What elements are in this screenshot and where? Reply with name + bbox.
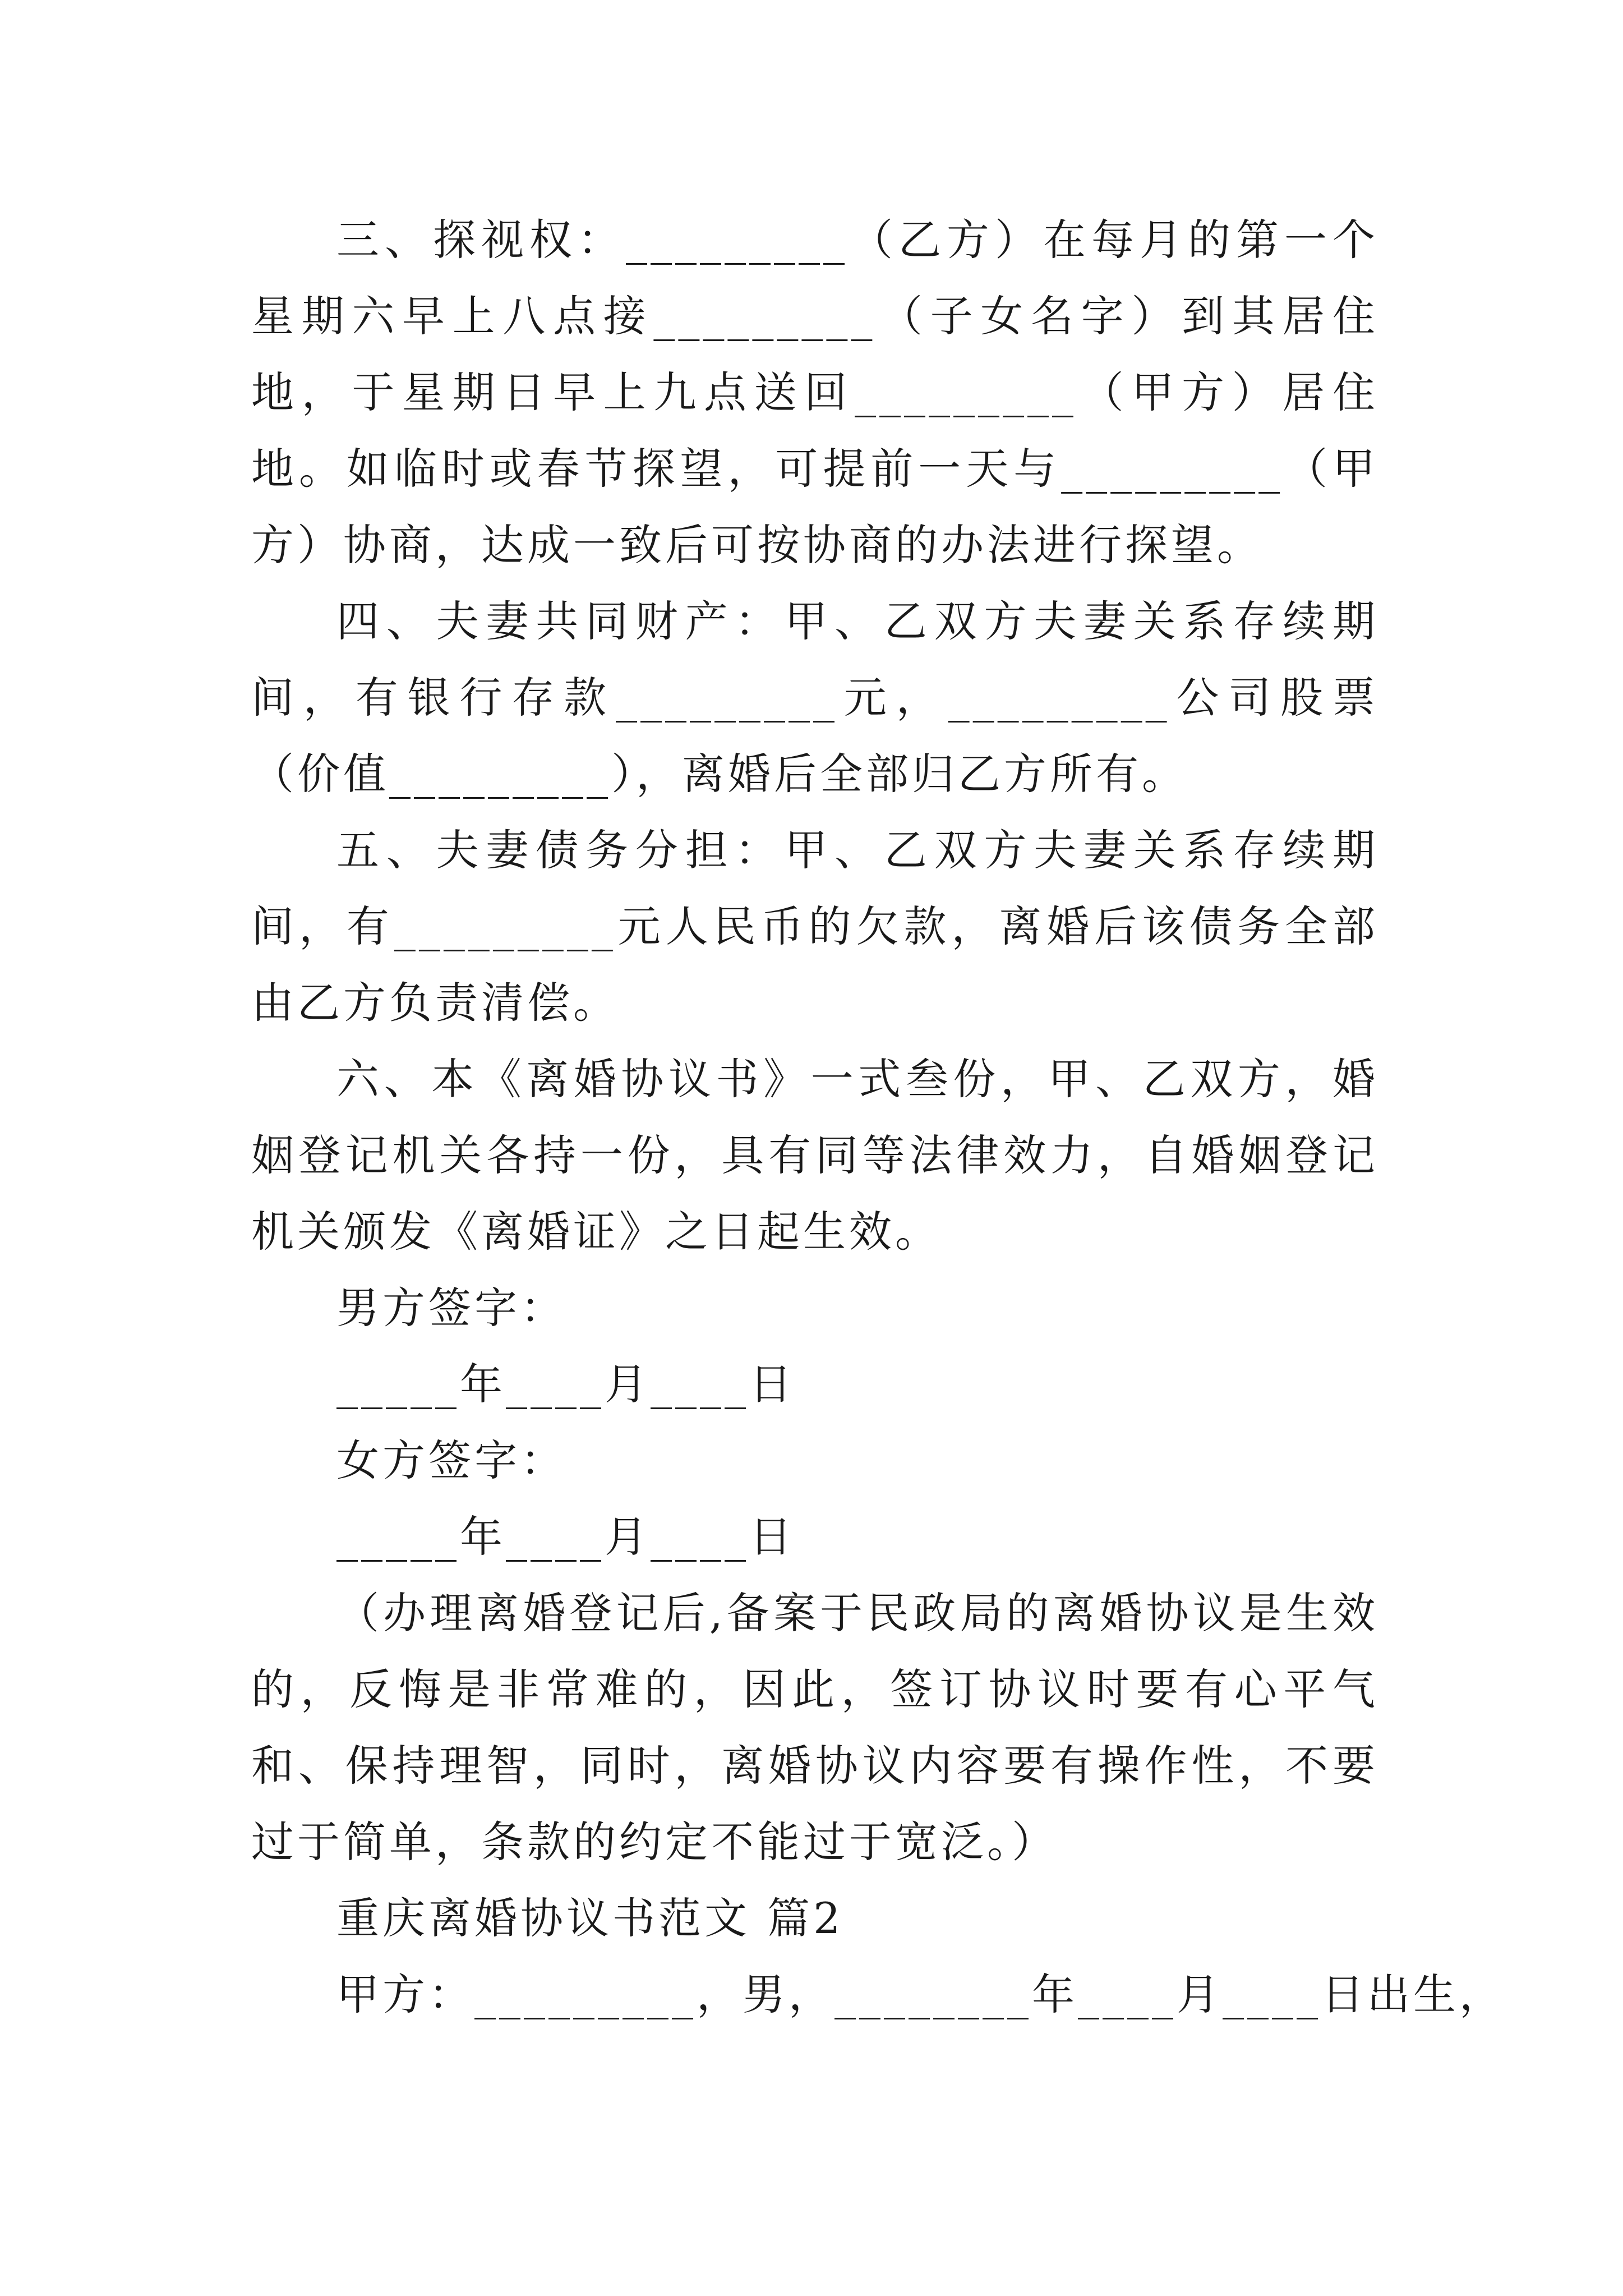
- female-date-line: _____年____月____日: [336, 1512, 795, 1562]
- male-signature-label: 男方签字：: [336, 1283, 566, 1333]
- female-signature-label: 女方签字：: [336, 1435, 566, 1485]
- party-a-line: 甲方：_________，男，________年____月____日出生，: [336, 1970, 1505, 2019]
- section-title: 重庆离婚协议书范文 篇2: [336, 1893, 844, 1943]
- male-date-line: _____年____月____日: [336, 1359, 795, 1409]
- note-paragraph: （办理离婚登记后,备案于民政局的离婚协议是生效的，反悔是非常难的，因此，签订协议时要有心平气和、保持理智，同时，离婚协议内容要有操作性，不要过于简单，条款的约定不能过于宽泛。）: [251, 1588, 1378, 1867]
- document-body: [251, 202, 1505, 2033]
- paragraph-copies-effect: 六、本《离婚协议书》一式叁份，甲、乙双方，婚姻登记机关各持一份，具有同等法律效力，自婚姻登记机关颁发《离婚证》之日起生效。: [251, 1054, 1378, 1257]
- paragraph-joint-debt: 五、夫妻债务分担：甲、乙双方夫妻关系存续期间，有_________元人民币的欠款，离婚后该债务全部由乙方负责清偿。: [251, 825, 1378, 1028]
- paragraph-visitation-rights: 三、探视权：_________（乙方）在每月的第一个星期六早上八点接_________（子女名字）到其居住地，于星期日早上九点送回_________（甲方）居住地。如临时或春节探望，可提前一天与_________（甲方）协商，达成一致后可按协商的办法进行探望。: [251, 215, 1378, 570]
- paragraph-joint-property: 四、夫妻共同财产：甲、乙双方夫妻关系存续期间，有银行存款_________元，_________公司股票（价值_________），离婚后全部归乙方所有。: [251, 596, 1378, 799]
